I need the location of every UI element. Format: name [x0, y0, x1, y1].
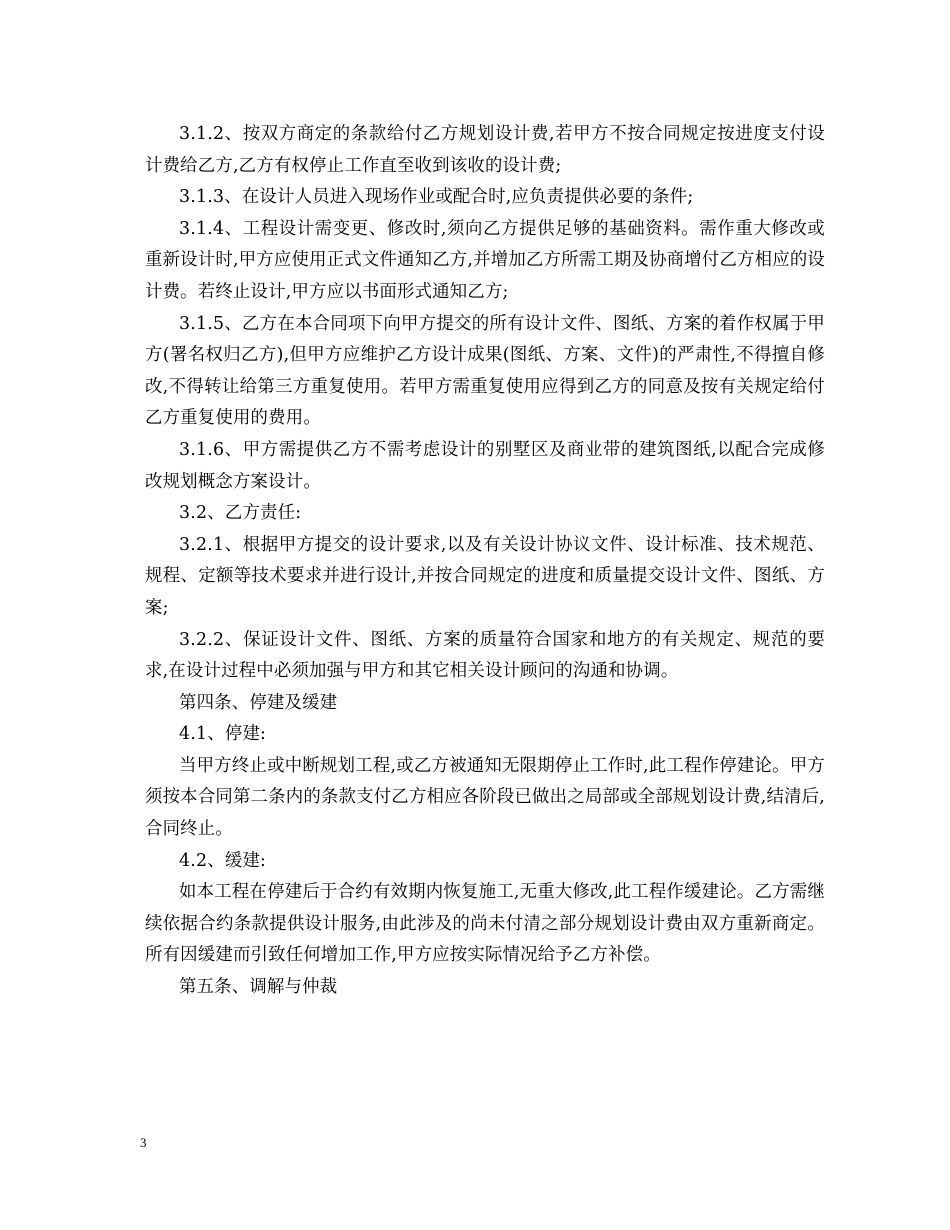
clause-3-2-2: 3.2.2、保证设计文件、图纸、方案的质量符合国家和地方的有关规定、规范的要求,在设计过程中必须加强与甲方和其它相关设计顾问的沟通和协调。	[145, 629, 825, 682]
clause-3-1-4: 3.1.4、工程设计需变更、修改时,须向乙方提供足够的基础资料。需作重大修改或重新设计时,甲方应使用正式文件通知乙方,并增加乙方所需工期及协商增付乙方相应的设计费。若终止设计,甲方应以书面形式通知乙方;	[145, 218, 825, 302]
clause-3-1-3: 3.1.3、在设计人员进入现场作业或配合时,应负责提供必要的条件;	[179, 187, 694, 208]
clause-4-2-body: 如本工程在停建后于合约有效期内恢复施工,无重大修改,此工程作缓建论。乙方需继续依据合约条款提供设计服务,由此涉及的尚未付清之部分规划设计费由双方重新商定。所有因缓建而引致任何增加工作,甲方应按实际情况给予乙方补偿。	[145, 882, 825, 966]
document-body	[145, 119, 825, 1004]
clause-4-2-heading: 4.2、缓建:	[179, 850, 267, 871]
page-number: 3	[140, 1135, 147, 1150]
clause-3-2-1: 3.2.1、根据甲方提交的设计要求,以及有关设计协议文件、设计标准、技术规范、规程、定额等技术要求并进行设计,并按合同规定的进度和质量提交设计文件、图纸、方案;	[145, 534, 825, 618]
article-4-heading: 第四条、停建及缓建	[179, 692, 338, 713]
clause-3-1-6: 3.1.6、甲方需提供乙方不需考虑设计的别墅区及商业带的建筑图纸,以配合完成修改规划概念方案设计。	[145, 439, 825, 492]
clause-3-1-2: 3.1.2、按双方商定的条款给付乙方规划设计费,若甲方不按合同规定按进度支付设计费给乙方,乙方有权停止工作直至收到该收的设计费;	[145, 124, 825, 176]
clause-3-1-5: 3.1.5、乙方在本合同项下向甲方提交的所有设计文件、图纸、方案的着作权属于甲方(署名权归乙方),但甲方应维护乙方设计成果(图纸、方案、文件)的严肃性,不得擅自修改,不得转让给第三方重复使用。若甲方需重复使用应得到乙方的同意及按有关规定给付乙方重复使用的费用。	[145, 313, 825, 429]
clause-4-1-heading: 4.1、停建:	[179, 724, 267, 745]
article-5-heading: 第五条、调解与仲裁	[179, 977, 338, 998]
clause-3-2-heading: 3.2、乙方责任:	[179, 503, 302, 524]
clause-4-1-body: 当甲方终止或中断规划工程,或乙方被通知无限期停止工作时,此工程作停建论。甲方须按本合同第二条内的条款支付乙方相应各阶段已做出之局部或全部规划设计费,结清后,合同终止。	[145, 755, 825, 840]
